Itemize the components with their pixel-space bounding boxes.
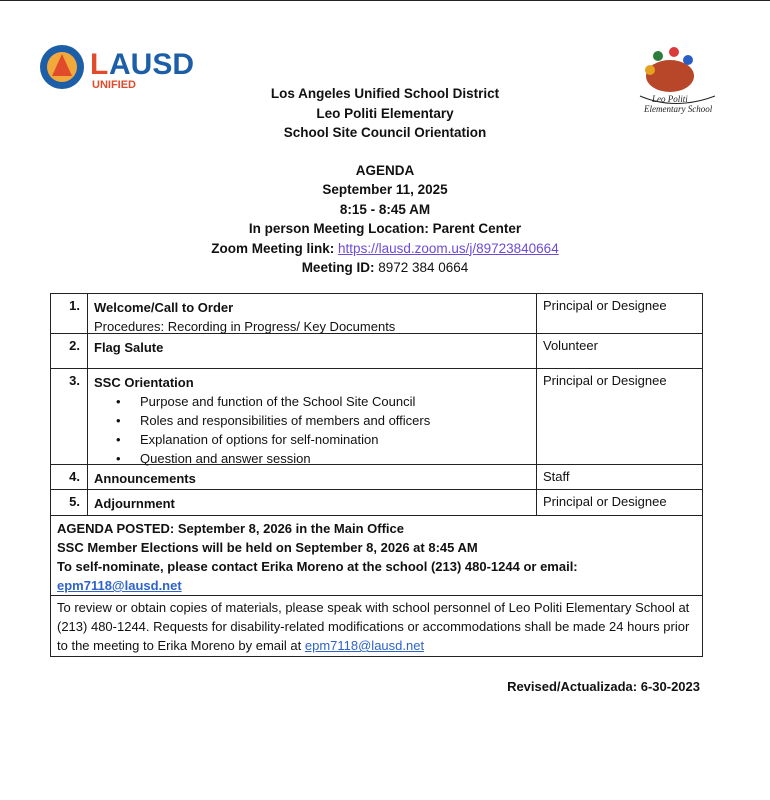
meeting-id-line (0, 258, 770, 278)
materials-email-link[interactable]: epm7118@lausd.net (304, 638, 425, 653)
item-title: Announcements (94, 471, 196, 486)
item-description (88, 490, 537, 515)
item-presenter: Staff (543, 469, 570, 484)
district-name: Los Angeles Unified School District (270, 86, 500, 101)
item-number: 1. (51, 294, 88, 333)
meeting-id: 8972 384 0664 (378, 260, 469, 275)
item-description (88, 294, 537, 333)
item-presenter: Principal or Designee (543, 373, 667, 388)
list-item: • Purpose and function of the School Site Council (116, 392, 536, 411)
item-description (88, 465, 537, 489)
list-item: • Explanation of options for self-nomination (116, 430, 536, 449)
list-item: • Roles and responsibilities of members and officers (116, 411, 536, 430)
item-title: Flag Salute (94, 340, 164, 355)
agenda-table (50, 293, 703, 657)
meeting-time: 8:15 - 8:45 AM (339, 201, 431, 217)
meeting-date: September 11, 2025 (322, 182, 448, 197)
svg-text:Leo Politi: Leo Politi (652, 94, 688, 104)
list-item: • Question and answer session (116, 449, 536, 468)
elections-note: SSC Member Elections will be held on September 8, 2026 at 8:45 AM (57, 540, 478, 555)
zoom-line (0, 239, 770, 259)
contact-email-link[interactable]: epm7118@lausd.net (57, 578, 182, 593)
zoom-link[interactable]: https://lausd.zoom.us/j/89723840664 (338, 240, 559, 256)
item-presenter: Volunteer (543, 338, 598, 353)
svg-text:L: L (90, 48, 109, 81)
meeting-id-label: Meeting ID: (301, 260, 375, 275)
agenda-label: AGENDA (355, 162, 415, 178)
item-title: SSC Orientation (94, 375, 194, 390)
item-number: 3. (51, 369, 88, 464)
item-presenter: Principal or Designee (543, 494, 667, 509)
notice-row (51, 516, 702, 596)
item-number: 5. (51, 490, 88, 515)
item-bullet-list (94, 392, 536, 468)
item-title: Welcome/Call to Order (94, 300, 234, 315)
item-presenter: Principal or Designee (543, 298, 667, 313)
materials-block (51, 598, 702, 655)
agenda-row (51, 294, 702, 334)
meeting-location: In person Meeting Location: Parent Center (248, 221, 522, 236)
agenda-row (51, 334, 702, 369)
agenda-row (51, 369, 702, 465)
svg-text:UNIFIED: UNIFIED (92, 79, 136, 91)
school-name: Leo Politi Elementary (316, 105, 454, 121)
item-number: 4. (51, 465, 88, 489)
svg-text:Elementary School: Elementary School (644, 104, 713, 114)
zoom-label: Zoom Meeting link: (211, 240, 335, 256)
page-top-border (0, 0, 770, 1)
self-nominate-note: To self-nominate, please contact Erika Moreno at the school (213) 480-1244 or email: (57, 559, 578, 574)
agenda-row (51, 465, 702, 490)
agenda-header (0, 84, 770, 278)
item-description (88, 369, 537, 464)
materials-row (51, 596, 702, 656)
revised-date: Revised/Actualizada: 6-30-2023 (507, 679, 700, 694)
meeting-title: School Site Council Orientation (283, 125, 487, 140)
item-number: 2. (51, 334, 88, 368)
svg-text:AUSD: AUSD (109, 48, 195, 81)
materials-text: To review or obtain copies of materials, please speak with school personnel of Leo Politi Elementary School at (213) 480-1244. Requests for disability-related modifications or accommodations shall be made 24 hours prior to the meeting to Erika Moreno by email at (57, 600, 690, 653)
agenda-row (51, 490, 702, 516)
item-title: Adjournment (94, 496, 175, 511)
notice-block (51, 519, 702, 595)
agenda-posted: AGENDA POSTED: September 8, 2026 in the Main Office (57, 521, 404, 536)
item-description (88, 334, 537, 368)
item-detail: Procedures: Recording in Progress/ Key Documents (94, 319, 396, 334)
